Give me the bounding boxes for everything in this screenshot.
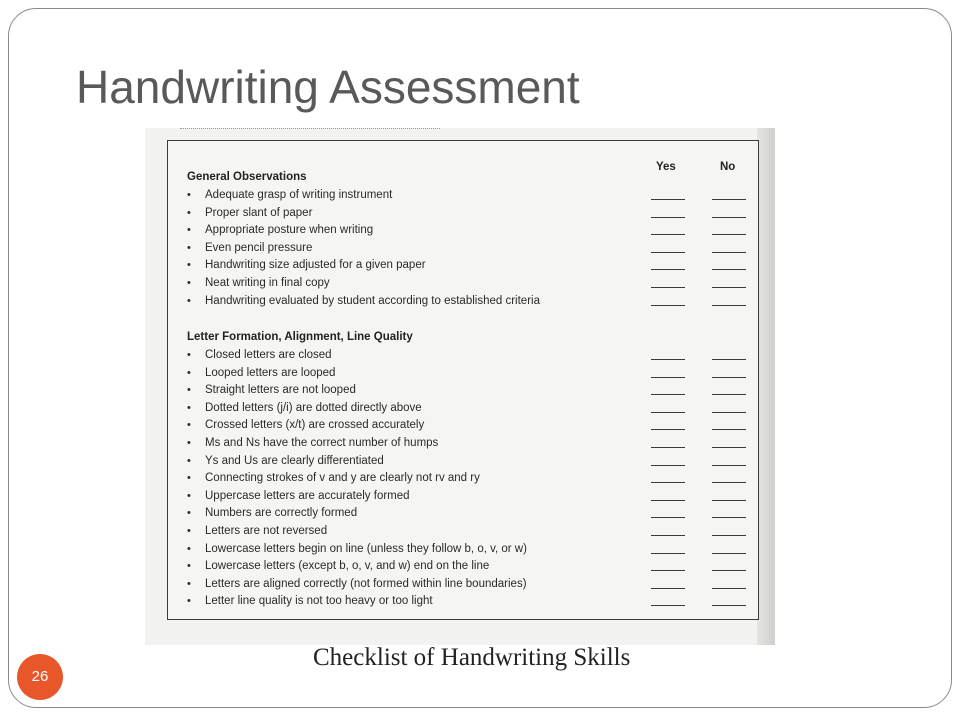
checklist-item-label: Ms and Ns have the correct number of humps [205, 437, 439, 449]
checklist-item-label: Letters are aligned correctly (not formed within line boundaries) [205, 577, 527, 590]
bullet-icon: • [187, 401, 191, 414]
bullet-icon: • [187, 419, 191, 432]
checklist-item [187, 365, 757, 383]
checklist-item [187, 541, 757, 559]
slide-title: Handwriting Assessment [76, 61, 580, 113]
no-answer-blank [712, 199, 746, 200]
no-answer-blank [712, 429, 746, 430]
bullet-icon: • [187, 595, 191, 608]
checklist-item-label: Uppercase letters are accurately formed [205, 489, 410, 502]
bullet-icon: • [187, 206, 191, 219]
no-answer-blank [712, 217, 746, 218]
yes-answer-blank [651, 517, 685, 518]
checklist-item [187, 222, 757, 240]
yes-answer-blank [651, 465, 685, 466]
scan-page-edge [757, 128, 775, 645]
checklist-item [187, 347, 757, 365]
no-answer-blank [712, 305, 746, 306]
section-heading: General Observations [187, 171, 307, 183]
bullet-icon: • [187, 277, 191, 289]
no-answer-blank [712, 500, 746, 501]
no-answer-blank [712, 517, 746, 518]
checklist-item-label: Looped letters are looped [205, 366, 336, 379]
bullet-icon: • [187, 384, 191, 397]
bullet-icon: • [187, 454, 191, 467]
no-answer-blank [712, 447, 746, 448]
checklist-item-label: Adequate grasp of writing instrument [205, 189, 393, 201]
bullet-icon: • [187, 294, 191, 307]
checklist-item [187, 576, 757, 594]
scan-top-marks [180, 128, 440, 132]
checklist-item [187, 505, 757, 523]
checklist-item-label: Crossed letters (x/t) are crossed accurately [205, 419, 425, 432]
bullet-icon: • [187, 489, 191, 502]
yes-answer-blank [651, 447, 685, 448]
no-answer-blank [712, 570, 746, 571]
checklist-item-label: Closed letters are closed [205, 349, 332, 361]
checklist-item [187, 275, 757, 293]
yes-answer-blank [651, 305, 685, 306]
yes-answer-blank [651, 377, 685, 378]
checklist-item [187, 523, 757, 541]
column-header-no: No [720, 161, 736, 173]
checklist-item [187, 488, 757, 506]
yes-answer-blank [651, 500, 685, 501]
checklist-item [187, 382, 757, 400]
yes-answer-blank [651, 605, 685, 606]
no-answer-blank [712, 605, 746, 606]
checklist-item-label: Even pencil pressure [205, 241, 313, 254]
bullet-icon: • [187, 366, 191, 379]
checklist-item-label: Letters are not reversed [205, 525, 328, 537]
yes-answer-blank [651, 269, 685, 270]
checklist-item-label: Handwriting evaluated by student according to established criteria [205, 294, 540, 307]
yes-answer-blank [651, 199, 685, 200]
no-answer-blank [712, 252, 746, 253]
no-answer-blank [712, 287, 746, 288]
yes-answer-blank [651, 217, 685, 218]
no-answer-blank [712, 535, 746, 536]
checklist-item [187, 417, 757, 435]
checklist-item-label: Dotted letters (j/i) are dotted directly above [205, 401, 422, 414]
checklist-item [187, 470, 757, 488]
checklist-item-label: Letter line quality is not too heavy or too light [205, 595, 433, 608]
checklist-item-label: Ys and Us are clearly differentiated [205, 454, 384, 467]
bullet-icon: • [187, 349, 191, 361]
checklist-item-label: Lowercase letters (except b, o, v, and w) end on the line [205, 560, 490, 573]
no-answer-blank [712, 359, 746, 360]
checklist-item [187, 240, 757, 258]
checklist-item-label: Appropriate posture when writing [205, 224, 374, 237]
page-number-badge: 26 [17, 654, 63, 700]
checklist-item [187, 293, 757, 311]
yes-answer-blank [651, 535, 685, 536]
checklist-item [187, 593, 757, 611]
no-answer-blank [712, 588, 746, 589]
bullet-icon: • [187, 542, 191, 555]
checklist-item [187, 453, 757, 471]
no-answer-blank [712, 553, 746, 554]
checklist-item-label: Proper slant of paper [205, 206, 313, 219]
checklist-form [167, 140, 759, 620]
yes-answer-blank [651, 482, 685, 483]
yes-answer-blank [651, 588, 685, 589]
yes-answer-blank [651, 412, 685, 413]
no-answer-blank [712, 412, 746, 413]
checklist-item [187, 558, 757, 576]
no-answer-blank [712, 269, 746, 270]
bullet-icon: • [187, 525, 191, 537]
checklist-item-label: Handwriting size adjusted for a given paper [205, 259, 426, 272]
yes-answer-blank [651, 394, 685, 395]
checklist-item [187, 435, 757, 453]
yes-answer-blank [651, 570, 685, 571]
no-answer-blank [712, 394, 746, 395]
bullet-icon: • [187, 224, 191, 237]
checklist-item [187, 205, 757, 223]
no-answer-blank [712, 377, 746, 378]
yes-answer-blank [651, 287, 685, 288]
column-header-yes: Yes [656, 161, 676, 173]
bullet-icon: • [187, 259, 191, 272]
bullet-icon: • [187, 189, 191, 201]
bullet-icon: • [187, 560, 191, 573]
checklist-item [187, 187, 757, 205]
no-answer-blank [712, 234, 746, 235]
bullet-icon: • [187, 577, 191, 590]
no-answer-blank [712, 482, 746, 483]
yes-answer-blank [651, 252, 685, 253]
bullet-icon: • [187, 472, 191, 485]
checklist-item [187, 257, 757, 275]
no-answer-blank [712, 465, 746, 466]
checklist-item-label: Connecting strokes of v and y are clearly not rv and ry [205, 472, 480, 485]
bullet-icon: • [187, 241, 191, 254]
section-heading: Letter Formation, Alignment, Line Quality [187, 331, 413, 343]
bullet-icon: • [187, 437, 191, 449]
yes-answer-blank [651, 234, 685, 235]
checklist-item-label: Neat writing in final copy [205, 277, 330, 289]
yes-answer-blank [651, 553, 685, 554]
checklist-item [187, 400, 757, 418]
slide-caption: Checklist of Handwriting Skills [313, 644, 631, 671]
checklist-scan [145, 128, 775, 645]
yes-answer-blank [651, 429, 685, 430]
checklist-item-label: Numbers are correctly formed [205, 507, 358, 520]
bullet-icon: • [187, 507, 191, 520]
yes-answer-blank [651, 359, 685, 360]
checklist-item-label: Straight letters are not looped [205, 384, 356, 397]
checklist-item-label: Lowercase letters begin on line (unless they follow b, o, v, or w) [205, 542, 527, 555]
